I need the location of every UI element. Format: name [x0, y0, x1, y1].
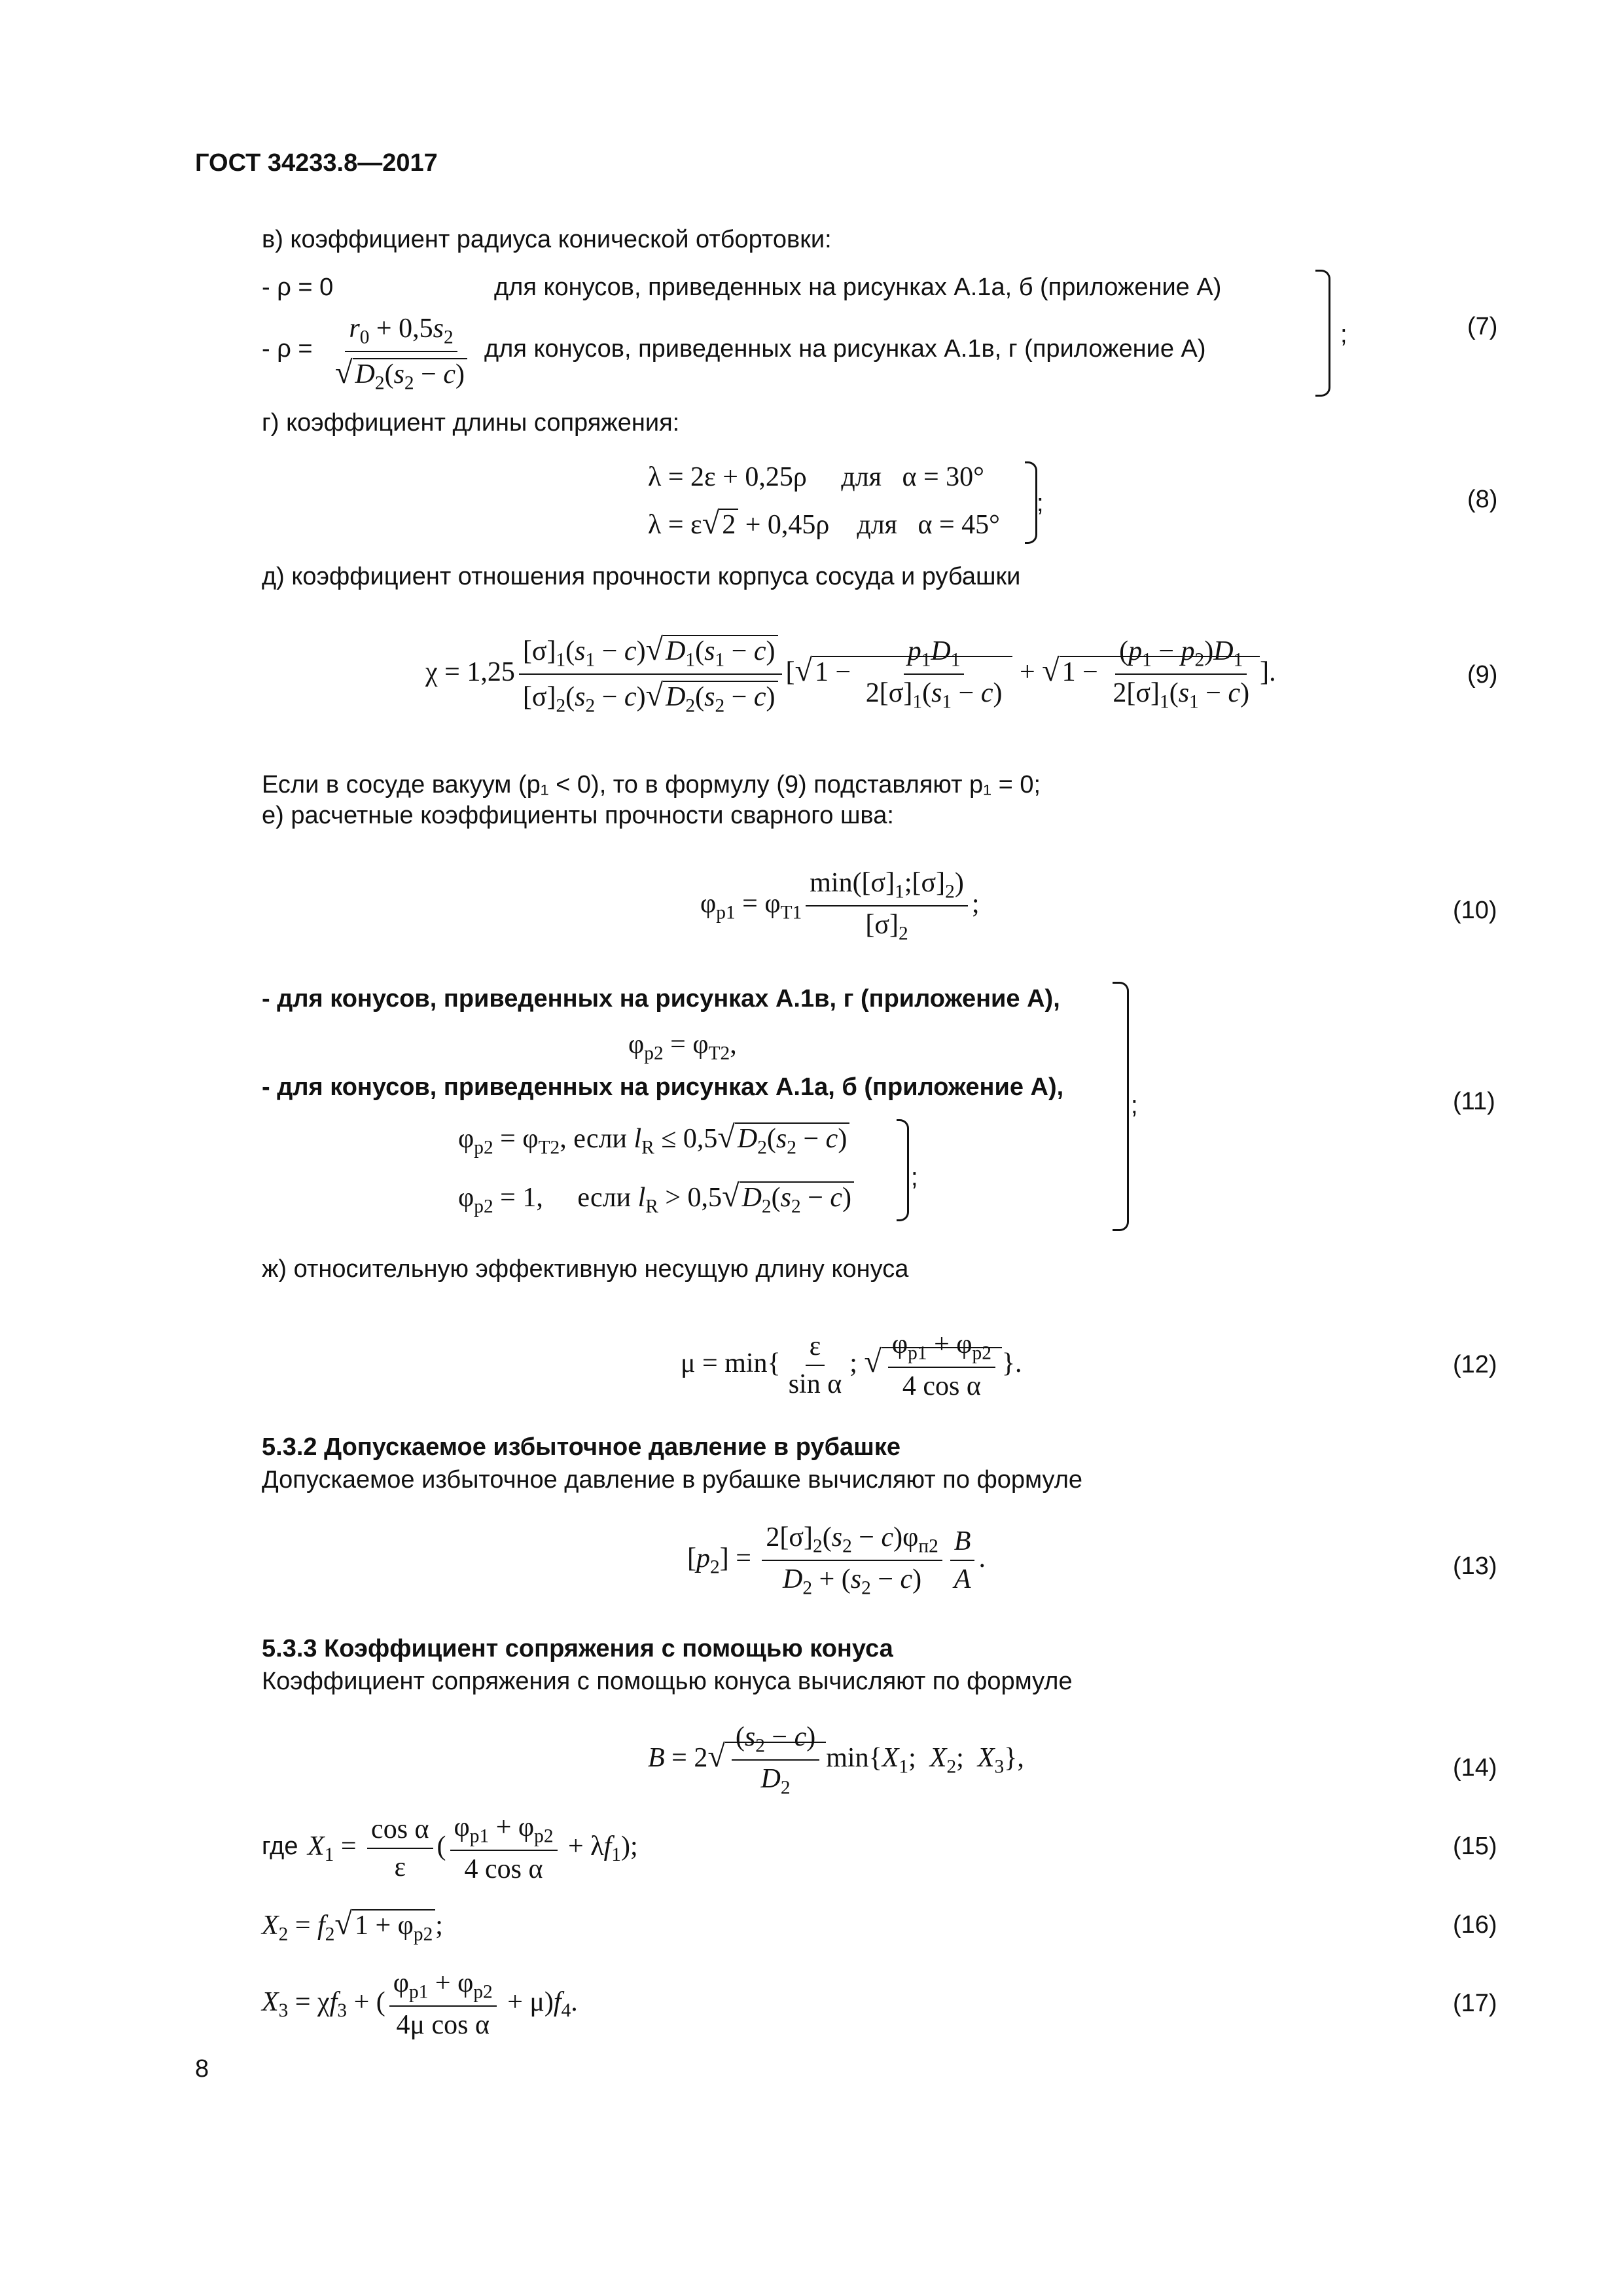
phi-p2-case-b1: $\varphi_{p2} = \varphi_{T2}$, если $l_R \le 0,5√D_2(s_2 - c)$ [458, 1119, 849, 1158]
semicolon-8: ; [1037, 490, 1044, 517]
phi-p2-case-a: $\varphi_{p2} = \varphi_{T2}$, [628, 1030, 737, 1064]
brace-7 [1315, 270, 1330, 397]
case-b-text: - для конусов, приведенных на рисунках А.1а, б (приложение А), [262, 1073, 1064, 1101]
chi-formula: χ = 1,25 $\frac{[\sigma]_1(s_1 - c)√D_1(s_1 - c)}{[\sigma]_2(s_2 - c)√D_2(s_2 - c)}$ [√1 − $\frac{p_1D_1}{2[\sigma]_1(s_1 - c)}$ + √1 − $\frac{(p_1 - p_2)D_1}{2[\sigma]_1(s_1 - c)}$ ]. [425, 632, 1276, 717]
equation-number-10: (10) [1453, 897, 1497, 924]
equation-number-14: (14) [1453, 1754, 1497, 1782]
item-v-line1-text: для конусов, приведенных на рисунках А.1а, б (приложение А) [494, 274, 1222, 301]
x3-formula: $X_3 = \chi f_3$ + ( $\frac{\varphi_{p1} + \varphi_{p2}}{\text{4μ cos α}}$ + $\mu)f_4$. [262, 1968, 578, 2041]
semicolon-11-outer: ; [1131, 1092, 1138, 1119]
where-label: где [262, 1833, 298, 1860]
brace-11-inner [897, 1119, 909, 1221]
rho-formula: $\frac{r_0 + 0,5s_2}{√D_2(s_2 - c)}$ [327, 313, 475, 395]
equation-number-15: (15) [1453, 1833, 1497, 1860]
p2-formula: $[p_2]$ = $\frac{2[\sigma]_2(s_2 - c)\varphi_{п2}}{D_2 + (s_2 - c)}$ $\frac{B}{A}$ . [687, 1522, 986, 1599]
case-a-text: - для конусов, приведенных на рисунках А.1в, г (приложение А), [262, 985, 1060, 1013]
equation-number-12: (12) [1453, 1351, 1497, 1378]
section-532-title: 5.3.2 Допускаемое избыточное давление в рубашке [262, 1433, 901, 1461]
mu-formula: μ = min{ $\frac{\varepsilon}{\text{sin α}}$ ; √ $\frac{\varphi_{p1} + \varphi_{p2}}{\text{4 cos α}}$ }. [681, 1329, 1022, 1402]
brace-11-outer [1113, 982, 1129, 1231]
equation-number-13: (13) [1453, 1552, 1497, 1580]
item-v-title: в) коэффициент радиуса конической отбортовки: [262, 226, 832, 253]
item-d-title: д) коэффициент отношения прочности корпуса сосуда и рубашки [262, 563, 1021, 590]
vacuum-note: Если в сосуде вакуум (p₁ < 0), то в формулу (9) подставляют p₁ = 0; [262, 771, 1041, 798]
item-g-title: г) коэффициент длины сопряжения: [262, 409, 680, 437]
lambda-formula-30: λ = 2ε + 0,25ρ для α = 30° [648, 462, 984, 492]
lambda-formula-45: λ = ε√2 + 0,45ρ для α = 45° [648, 506, 1000, 541]
x1-formula: $X_1$ = $\frac{\text{cos α}}{\varepsilon}$ ( $\frac{\varphi_{p1} + \varphi_{p2}}{\text{4 cos α}}$ + $\lambda f_1$); [308, 1812, 638, 1885]
semicolon-7: ; [1340, 321, 1347, 348]
item-v-line2-text: для конусов, приведенных на рисунках А.1в, г (приложение А) [484, 335, 1206, 363]
b-formula: B = 2√ $\frac{(s_2 - c)}{D_2}$ $\min\{X_1$; $X_2$; $X_3$}, [648, 1722, 1024, 1799]
equation-number-16: (16) [1453, 1911, 1497, 1939]
item-zh-title: ж) относительную эффективную несущую длину конуса [262, 1255, 909, 1283]
document-header: ГОСТ 34233.8—2017 [195, 149, 438, 177]
section-533-title: 5.3.3 Коэффициент сопряжения с помощью конуса [262, 1635, 893, 1662]
equation-number-8: (8) [1467, 486, 1498, 513]
section-532-text: Допускаемое избыточное давление в рубашке вычисляют по формуле [262, 1466, 1082, 1494]
equation-number-11: (11) [1453, 1088, 1495, 1115]
equation-number-9: (9) [1467, 661, 1498, 689]
brace-8 [1025, 461, 1037, 544]
item-v-line2-prefix: - ρ = [262, 335, 313, 363]
x2-formula: $X_2 = f_2√1 + \varphi_{p2}$; [262, 1907, 443, 1945]
equation-number-7: (7) [1467, 313, 1498, 340]
item-v-line1-expr: - ρ = 0 [262, 274, 334, 301]
item-e-title: е) расчетные коэффициенты прочности сварного шва: [262, 802, 894, 829]
page-number: 8 [195, 2055, 209, 2083]
equation-number-17: (17) [1453, 1990, 1497, 2017]
phi-p2-case-b2: $\varphi_{p2} = 1$, если $l_R > 0,5√D_2(s_2 - c)$ [458, 1178, 854, 1217]
section-533-text: Коэффициент сопряжения с помощью конуса вычисляют по формуле [262, 1668, 1073, 1695]
semicolon-11-inner: ; [911, 1164, 918, 1191]
phi-p1-formula: $\varphi_{p1} = \varphi_{T1}$ $\frac{\min([\sigma]_1;[\sigma]_2)}{[\sigma]_2}$ ; [700, 868, 980, 944]
